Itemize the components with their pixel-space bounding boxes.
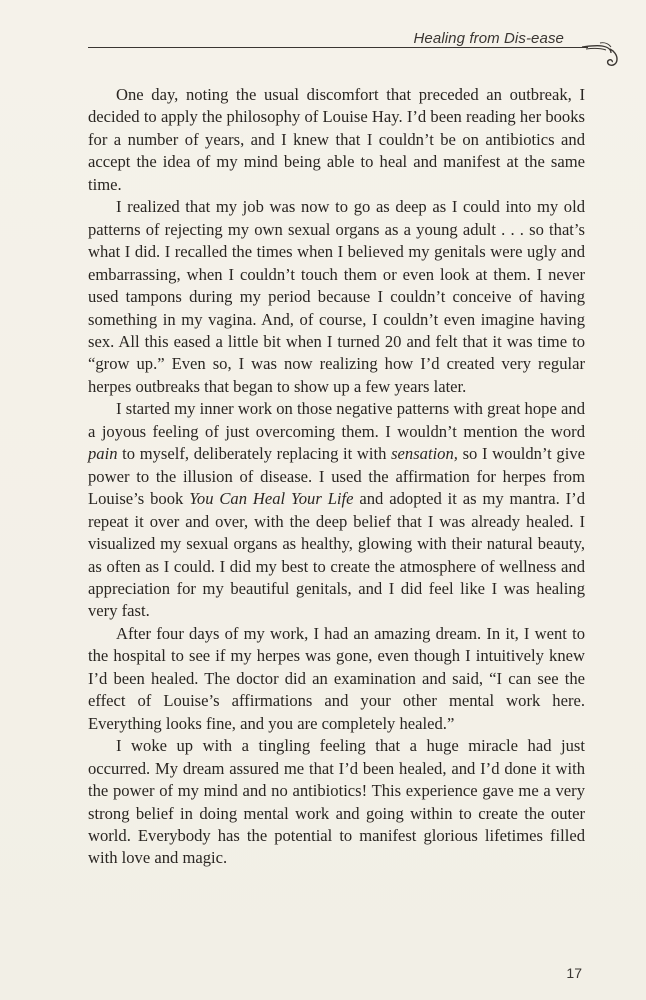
text-run: After four days of my work, I had an amazing dream. In it, I went to the hospital to see if my herpes was gone, even though I intuitively knew I’d been healed. The doctor did an examination and said, “I can see the effect of Louise’s affirmations and your other mental work here. Everything looks fine, and you are completely healed.” [88, 623, 585, 733]
paragraph-4 [88, 623, 585, 735]
text-run: to myself, deliberately replacing it with [117, 444, 392, 464]
body-text [88, 84, 585, 870]
paragraph-2 [88, 196, 585, 398]
paragraph-1 [88, 84, 585, 196]
running-header: Healing from Dis-ease [413, 30, 564, 47]
text-run: One day, noting the usual discomfort that preceded an outbreak, I decided to apply the philosophy of Louise Hay. I’d been reading her books for a number of years, and I knew that I couldn’t be on antibiotics and accept the idea of my mind being able to heal and manifest at the same time. [88, 85, 585, 194]
paragraph-3 [88, 398, 585, 623]
italic-text: sensation, [391, 444, 458, 464]
text-run: and adopted it as my mantra. I’d repeat it over and over, with the deep belief that I was already healed. I visualized my sexual organs as healthy, glowing with their natural beauty, as often as I could. I did my best to create the atmosphere of wellness and appreciation for my beautiful genitals, and I did feel like I was healing very fast. [88, 489, 585, 621]
flourish-ornament-icon [580, 36, 630, 72]
header-rule [88, 47, 588, 48]
paragraph-5 [88, 735, 585, 870]
text-run: I started my inner work on those negative patterns with great hope and a joyous feeling of just overcoming them. I wouldn’t mention the word [88, 399, 585, 441]
text-run: I woke up with a tingling feeling that a huge miracle had just occurred. My dream assured me that I’d been healed, and I’d done it with the power of my mind and no antibiotics! This experience gave me a very strong belief in doing mental work and going within to create the outer world. Everybody has the potential to manifest glorious lifetimes filled with love and magic. [88, 736, 585, 868]
text-run: I realized that my job was now to go as deep as I could into my old patterns of rejecting my own sexual organs as a young adult . . . so that’s what I did. I recalled the times when I believed my genitals were ugly and embarrassing, when I couldn’t touch them or even look at them. I never used tampons during my period because I couldn’t conceive of having something in my vagina. And, of course, I couldn’t even imagine having sex. All this eased a little bit when I turned 20 and felt that it was time to “grow up.” Even so, I was now realizing how I’d created very regular herpes outbreaks that began to show up a few years later. [88, 197, 585, 396]
italic-text: pain [88, 444, 118, 464]
text-run: so I wouldn’t give power to the illusion of disease. I used the affirmation for herpes from Louise’s book [88, 444, 585, 509]
page-number: 17 [566, 965, 582, 981]
italic-text: You Can Heal Your Life [189, 489, 354, 509]
